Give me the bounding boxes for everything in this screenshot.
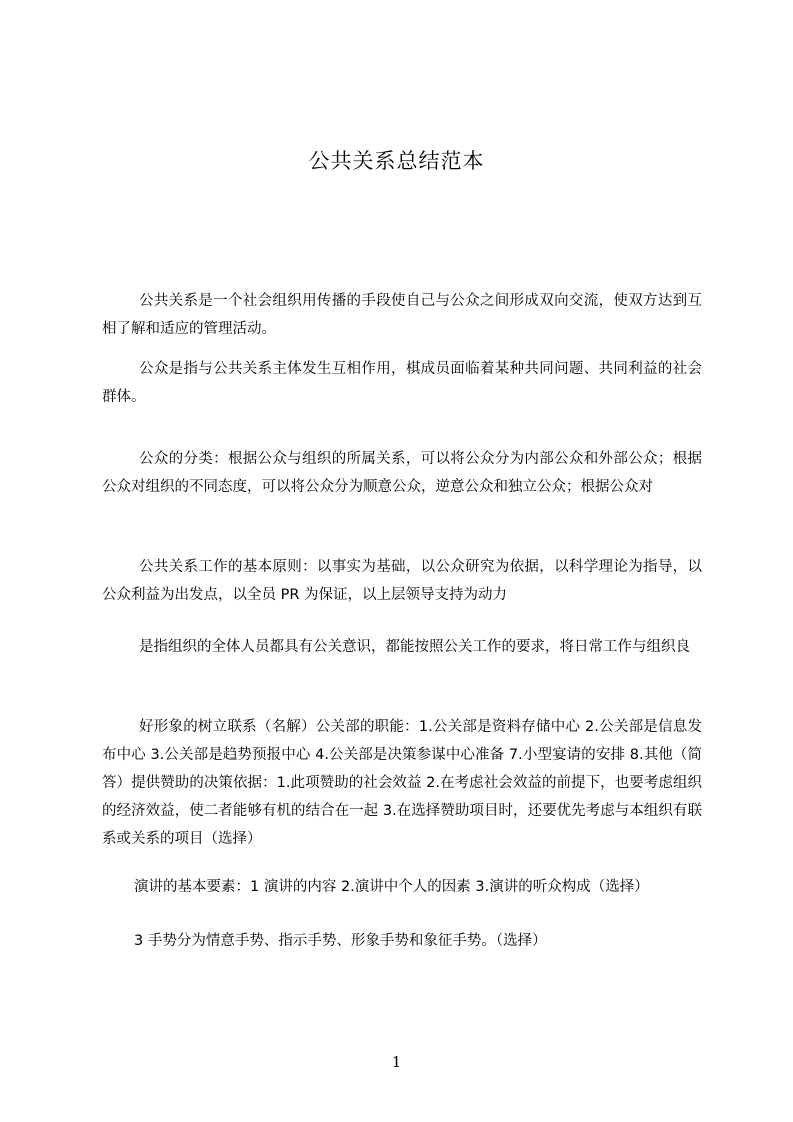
paragraph-public-classification: 公众的分类：根据公众与组织的所属关系，可以将公众分为内部公众和外部公众；根据公众对组织的不同态度，可以将公众分为顺意公众，逆意公众和独立公众；根据公众对 — [102, 451, 702, 495]
page-title: 公共关系总结范本 — [308, 149, 485, 173]
paragraph-full-staff-pr: 是指组织的全体人员都具有公关意识，都能按照公关工作的要求，将日常工作与组织良 — [139, 639, 690, 655]
paragraph-basic-principles: 公共关系工作的基本原则：以事实为基础，以公众研究为依据，以科学理论为指导，以公众利益为出发点，以全员 PR 为保证，以上层领导支持为动力 — [102, 559, 702, 603]
paragraph-speech-elements: 演讲的基本要素：1 演讲的内容 2.演讲中个人的因素 3.演讲的听众构成（选择） — [134, 879, 649, 895]
paragraph-pr-department-functions: 好形象的树立联系（名解）公关部的职能：1.公关部是资料存储中心 2.公关部是信息发布中心 3.公关部是趋势预报中心 4.公关部是决策参谋中心准备 7.小型宴请的安排 8.其他（简答）提供赞助的决策依据：1.此项赞助的社会效益 2.在考虑社会效益的前提下，也要考虑组织的经济效益，使二者能够有机的结合在一起 3.在选择赞助项目时，还要优先考虑与本组织有联系或关系的项目（选择） — [102, 719, 702, 847]
paragraph-pr-definition: 公共关系是一个社会组织用传播的手段使自己与公众之间形成双向交流，使双方达到互相了解和适应的管理活动。 — [102, 293, 702, 337]
paragraph-public-definition: 公众是指与公共关系主体发生互相作用，棋成员面临着某种共同问题、共同利益的社会群体。 — [102, 361, 702, 405]
paragraph-gesture-types: 3 手势分为情意手势、指示手势、形象手势和象征手势。（选择） — [134, 933, 547, 949]
page-number: 1 — [391, 1053, 402, 1071]
